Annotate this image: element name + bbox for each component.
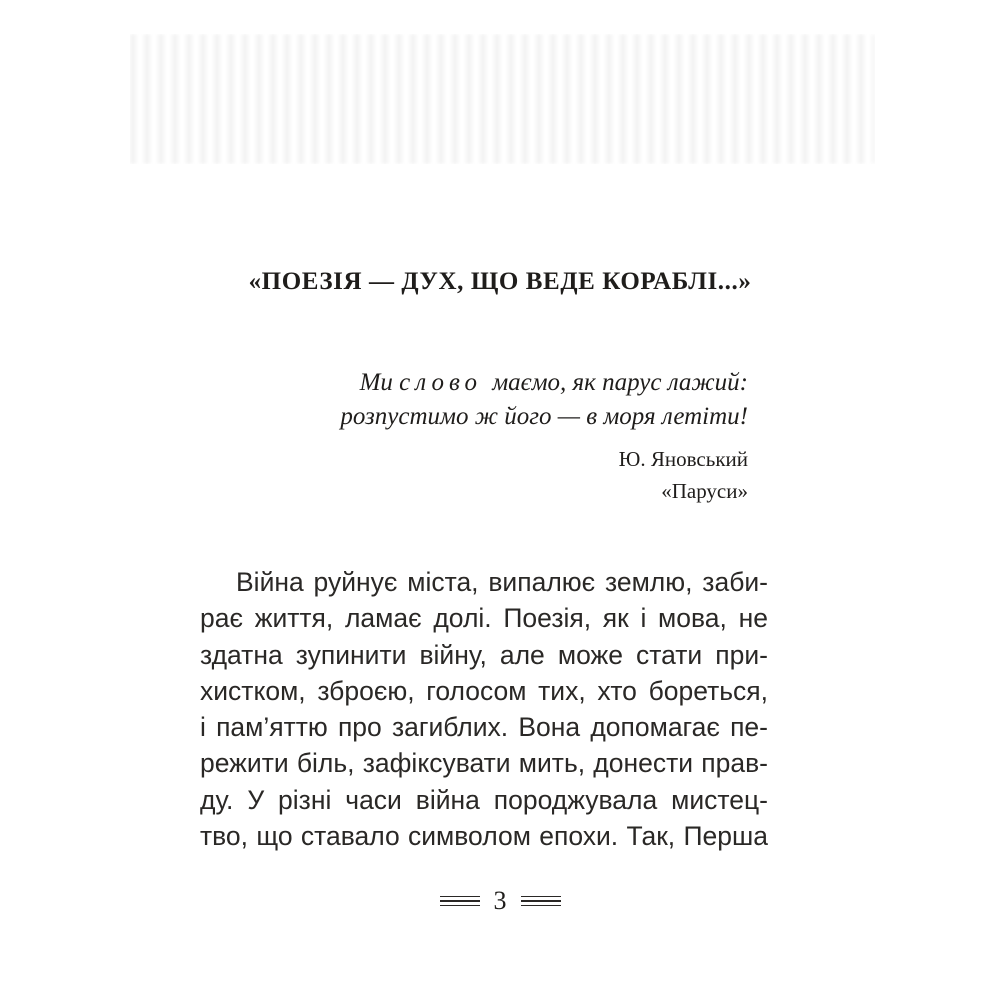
footer-ornament-left (440, 896, 480, 906)
attribution-work: «Паруси» (661, 479, 748, 503)
body-line: Війна руйнує міста, випалює землю, заби- (236, 567, 768, 597)
epigraph-spaced-word: слово (399, 369, 482, 396)
attribution-author: Ю. Яновський (618, 447, 748, 471)
footer-ornament-right (521, 896, 561, 906)
epigraph-line-1 (340, 366, 748, 400)
epigraph-line-2: розпустимо ж його — в моря летіти! (340, 403, 748, 430)
epigraph-attribution (619, 443, 748, 507)
show-through-text (130, 34, 875, 164)
epigraph (340, 366, 748, 434)
body-line: і пам’яттю про загиблих. Вона допомагає пе- (200, 712, 768, 743)
page-footer (0, 884, 1000, 918)
body-line: здатна зупинити війну, але може стати при- (200, 639, 768, 670)
body-line: ду. У різні часи війна породжувала мистец- (200, 784, 768, 815)
chapter-heading: «ПОЕЗІЯ — ДУХ, ЩО ВЕДЕ КОРАБЛІ...» (248, 268, 752, 295)
body-line: тво, що ставало символом епохи. Так, Перша (200, 821, 768, 852)
body-line: хистком, зброєю, голосом тих, хто бореться, (200, 675, 768, 706)
epigraph-word: Ми (359, 369, 393, 396)
body-paragraph (200, 564, 768, 854)
body-line: режити біль, зафіксувати мить, донести прав- (200, 748, 768, 779)
body-line: рає життя, ламає долі. Поезія, як і мова, не (200, 603, 768, 634)
page-number: 3 (493, 886, 507, 915)
epigraph-word: маємо, як парус лажий: (492, 369, 748, 396)
